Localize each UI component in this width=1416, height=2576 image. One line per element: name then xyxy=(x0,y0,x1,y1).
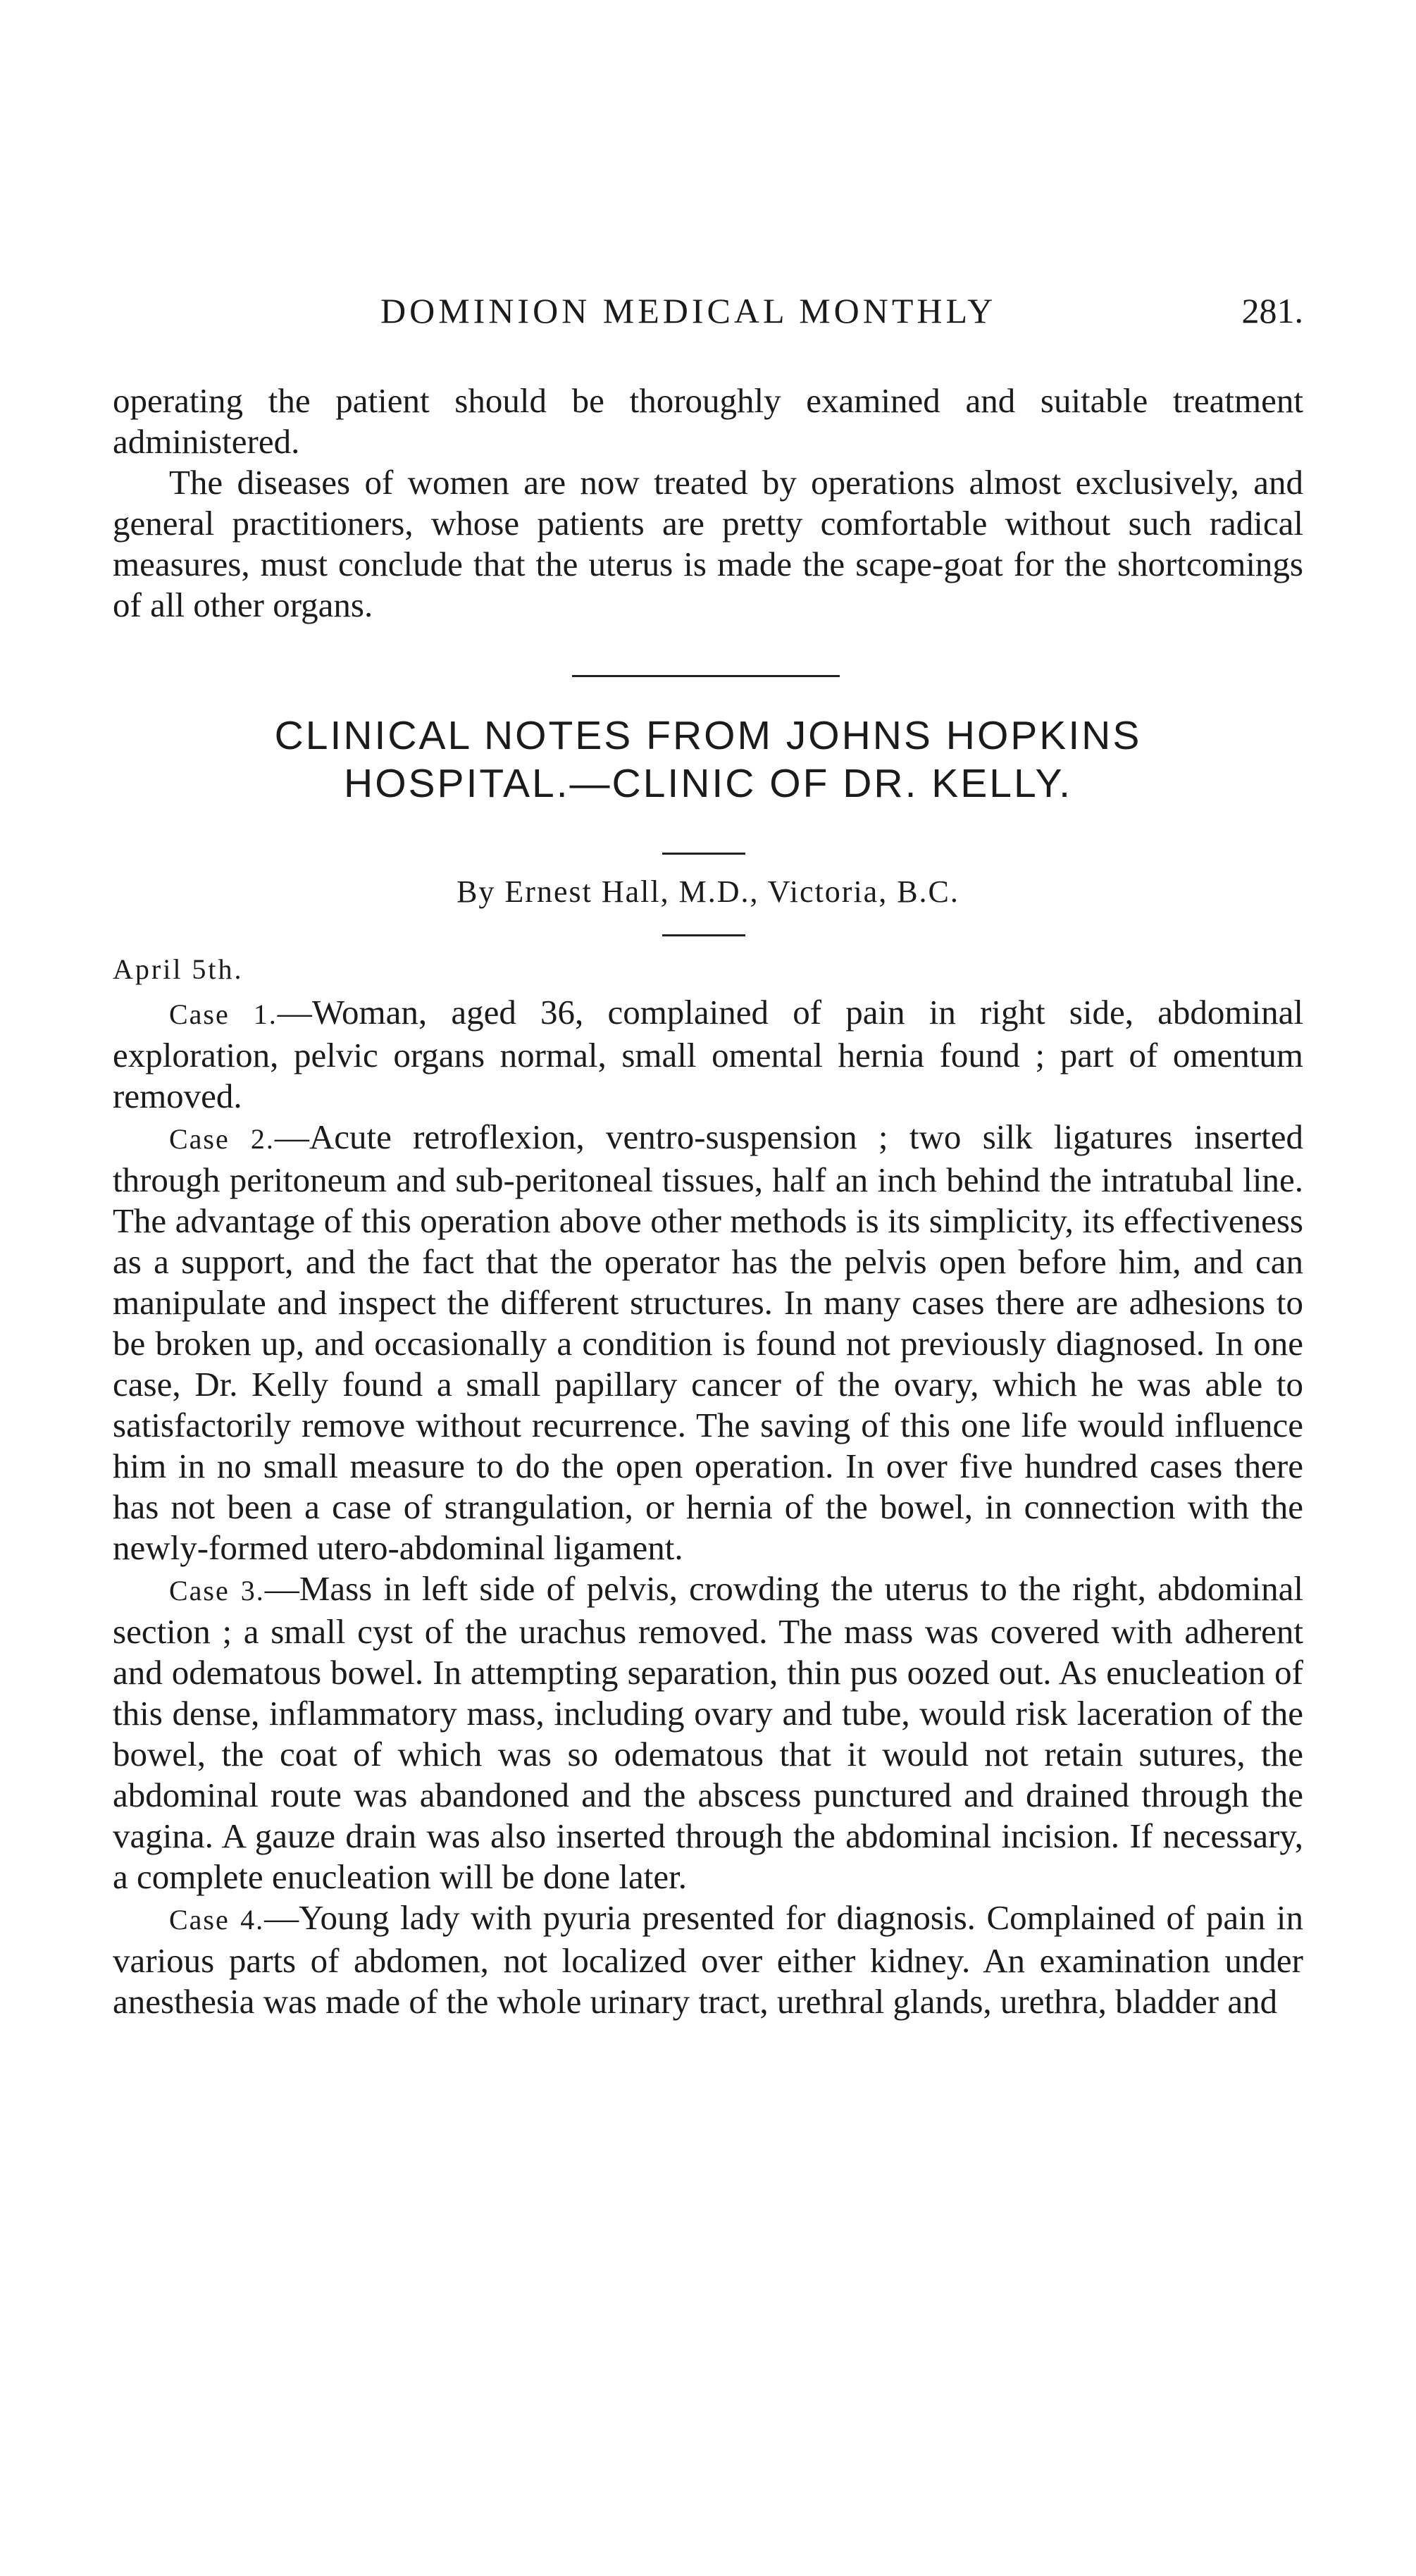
intro-paragraph: operating the patient should be thoroughly examined and suitable treatment administered. xyxy=(113,381,1303,461)
running-title: DOMINION MEDICAL MONTHLY xyxy=(380,291,997,330)
intro-paragraph: The diseases of women are now treated by operations almost exclusively, and general practitioners, whose patients are pretty comfortable without such radical measures, must conclude that the uterus is made the scape-goat for the shortcomings of all other organs. xyxy=(113,463,1303,624)
article-title xyxy=(113,712,1303,807)
case-text: —Mass in left side of pelvis, crowding the uterus to the right, abdominal section ; a small cyst of the urachus removed. The mass was covered with adherent and odematous bowel. In attempting separation, thin pus oozed out. As enucleation of this dense, inflammatory mass, including ovary and tube, would risk laceration of the bowel, the coat of which was so odematous that it would not retain sutures, the abdominal route was abandoned and the abscess punctured and drained through the vagina. A gauze drain was also inserted through the abdominal incision. If necessary, a complete enucleation will be done later. xyxy=(113,1569,1303,1896)
byline: By Ernest Hall, M.D., Victoria, B.C. xyxy=(457,874,959,909)
title-divider xyxy=(662,853,745,855)
running-head xyxy=(113,290,1303,340)
intro-section xyxy=(113,380,1303,626)
case-text: —Acute retroflexion, ventro-suspension ; two silk ligatures inserted through peritoneum and sub-peritoneal tissues, half an inch behind the intratubal line. The advantage of this operation above other methods is its simplicity, its effectiveness as a support, and the fact that the operator has the pelvis open before him, and can manipulate and inspect the different structures. In many cases there are adhesions to be broken up, and occasionally a condition is found not previously diagnosed. In one case, Dr. Kelly found a small papillary cancer of the ovary, which he was able to satisfactorily remove without recurrence. The saving of this one life would influence him in no small measure to do the open operation. In over five hundred cases there has not been a case of strangulation, or hernia of the bowel, in connection with the newly-formed utero-abdominal ligament. xyxy=(113,1117,1303,1567)
case-label: Case 3. xyxy=(169,1575,265,1606)
case-label: Case 1. xyxy=(169,998,278,1030)
case-paragraph xyxy=(113,992,1303,1117)
case-text: —Woman, aged 36, complained of pain in right side, abdominal exploration, pelvic organs normal, small omental hernia found ; part of omentum removed. xyxy=(113,993,1303,1115)
byline-divider xyxy=(662,934,745,936)
case-paragraph xyxy=(113,1117,1303,1568)
case-list xyxy=(113,992,1303,2022)
article-title-line: HOSPITAL.—CLINIC OF DR. KELLY. xyxy=(344,761,1072,806)
case-paragraph xyxy=(113,1568,1303,1897)
section-divider xyxy=(572,675,840,677)
clinic-date: April 5th. xyxy=(113,953,244,985)
case-label: Case 2. xyxy=(169,1123,275,1155)
case-paragraph xyxy=(113,1897,1303,2022)
article-title-line: CLINICAL NOTES FROM JOHNS HOPKINS xyxy=(274,713,1142,758)
case-text: —Young lady with pyuria presented for diagnosis. Complained of pain in various parts of abdomen, not localized over either kidney. An examination under anesthesia was made of the whole urinary tract, urethral glands, urethra, bladder and xyxy=(113,1898,1303,2021)
case-label: Case 4. xyxy=(169,1904,265,1936)
page-number: 281. xyxy=(1241,291,1303,330)
